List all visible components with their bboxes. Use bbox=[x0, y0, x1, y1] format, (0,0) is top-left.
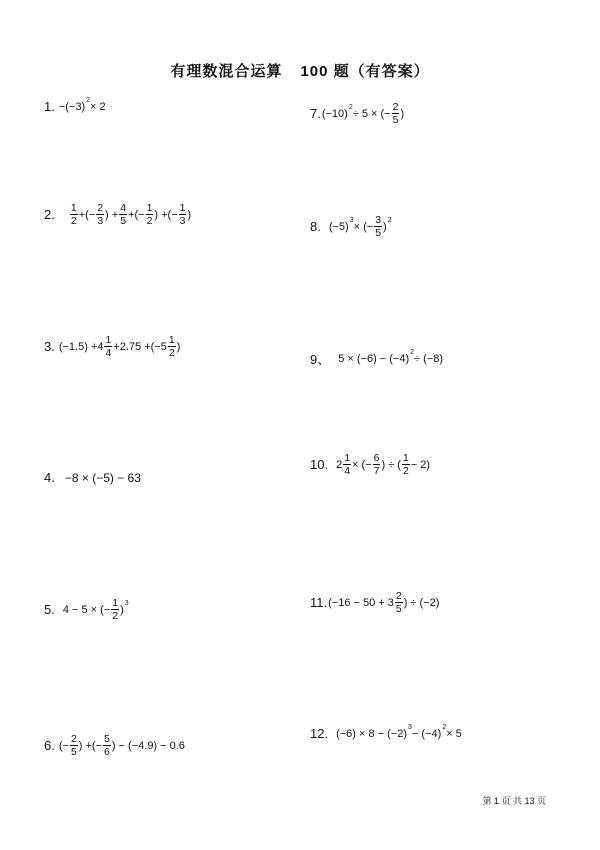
expr-text: × 2 bbox=[90, 100, 106, 113]
expr-text: (− bbox=[58, 739, 69, 752]
problem-9 bbox=[310, 349, 443, 368]
expr-text: ) bbox=[383, 220, 387, 233]
fraction: $\frac{5}{6}$ bbox=[104, 733, 110, 758]
problem-number: 10. bbox=[310, 457, 329, 472]
expr-text: ) bbox=[400, 107, 405, 120]
problem-6 bbox=[44, 733, 185, 758]
exponent: 2 bbox=[442, 724, 447, 731]
expr-text: (−6) × 8 − (−2) bbox=[336, 727, 408, 740]
expr-text: (−16 − 50 + 3 bbox=[328, 596, 394, 609]
fraction: $\frac{1}{2}$ bbox=[146, 202, 153, 227]
fraction: $\frac{1}{2}$ bbox=[168, 334, 175, 359]
fraction: $\frac{1}{2}$ bbox=[70, 202, 77, 227]
expr-text: × (− bbox=[352, 458, 372, 471]
expr-text: +2.75 +(−5 bbox=[113, 340, 167, 353]
expr-text: × (− bbox=[353, 220, 374, 233]
fraction: $\frac{2}{5}$ bbox=[70, 733, 77, 758]
exponent: 3 bbox=[349, 217, 354, 224]
problem-number: 9、 bbox=[310, 352, 331, 367]
exponent: 2 bbox=[387, 217, 392, 224]
exponent: 3 bbox=[408, 724, 412, 731]
expr-text: − 2) bbox=[410, 458, 431, 471]
fraction: $\frac{1}{4}$ bbox=[344, 452, 351, 477]
expr-text: ) bbox=[176, 340, 181, 353]
exponent: 2 bbox=[86, 97, 91, 104]
expr-text: ) ÷ (−2) bbox=[403, 596, 440, 609]
title-count: 100 题（有答案） bbox=[300, 63, 430, 80]
expr-text: (−10) bbox=[321, 107, 348, 120]
fraction: $\frac{2}{5}$ bbox=[392, 101, 399, 126]
expr-text: +(− bbox=[78, 208, 96, 221]
fraction: $\frac{2}{3}$ bbox=[97, 202, 104, 227]
expr-text: ) − (−4.9) − 0.6 bbox=[111, 739, 185, 752]
expr-text: ) ÷ ( bbox=[381, 458, 401, 471]
problem-11 bbox=[310, 590, 439, 615]
expr-text: −(−3) bbox=[58, 100, 86, 113]
problem-3 bbox=[44, 334, 180, 359]
problem-7 bbox=[310, 101, 404, 126]
fraction: $\frac{1}{2}$ bbox=[112, 597, 119, 622]
problem-number: 5. bbox=[44, 602, 55, 617]
problem-1 bbox=[44, 99, 106, 114]
page-title bbox=[0, 60, 600, 81]
expr-text: +(− bbox=[128, 208, 145, 221]
expr-text: ) bbox=[120, 603, 124, 616]
expr-text: (−1.5) +4 bbox=[58, 340, 104, 353]
expr-text: ÷ (−8) bbox=[414, 352, 444, 365]
expr-text: −8 × (−5) − 63 bbox=[64, 470, 141, 485]
problem-8 bbox=[310, 214, 392, 239]
expr-text: 2 bbox=[336, 458, 343, 471]
problem-2 bbox=[44, 202, 191, 227]
expr-text: ) +(− bbox=[78, 739, 103, 752]
exponent: 3 bbox=[124, 600, 129, 607]
problem-number: 12. bbox=[310, 726, 329, 741]
problem-number: 7. bbox=[310, 106, 321, 121]
fraction: $\frac{4}{5}$ bbox=[120, 202, 127, 227]
fraction: $\frac{1}{2}$ bbox=[402, 452, 409, 477]
expr-text: (−5) bbox=[328, 220, 349, 233]
fraction: $\frac{1}{3}$ bbox=[179, 202, 186, 227]
title-main: 有理数混合运算 bbox=[170, 63, 283, 80]
problem-number: 2. bbox=[44, 207, 55, 222]
expr-text: ÷ 5 × (− bbox=[352, 107, 391, 120]
problem-number: 6. bbox=[44, 738, 55, 753]
fraction: $\frac{6}{7}$ bbox=[373, 452, 380, 477]
problem-number: 4. bbox=[44, 470, 55, 485]
expr-text: ) +(− bbox=[154, 208, 178, 221]
problem-5 bbox=[44, 597, 129, 622]
problem-12 bbox=[310, 726, 462, 741]
expr-text: × 5 bbox=[446, 727, 462, 740]
expr-text: ) bbox=[187, 208, 192, 221]
problem-10 bbox=[310, 452, 430, 477]
exponent: 2 bbox=[348, 104, 353, 111]
problem-number: 8. bbox=[310, 219, 321, 234]
fraction: $\frac{2}{5}$ bbox=[395, 590, 402, 615]
exponent: 2 bbox=[410, 349, 415, 356]
expr-text: 5 × (−6) − (−4) bbox=[338, 352, 410, 365]
problem-number: 3. bbox=[44, 339, 55, 354]
problem-number: 1. bbox=[44, 99, 55, 114]
fraction: $\frac{3}{5}$ bbox=[375, 214, 382, 239]
expr-text: ) + bbox=[105, 208, 119, 221]
expr-text: 4 − 5 × (− bbox=[62, 603, 111, 616]
problem-number: 11. bbox=[310, 595, 328, 610]
problem-4 bbox=[44, 470, 141, 485]
page-footer: 第 1 页 共 13 页 bbox=[482, 796, 546, 806]
fraction: $\frac{1}{4}$ bbox=[105, 334, 112, 359]
expr-text: − (−4) bbox=[411, 727, 442, 740]
